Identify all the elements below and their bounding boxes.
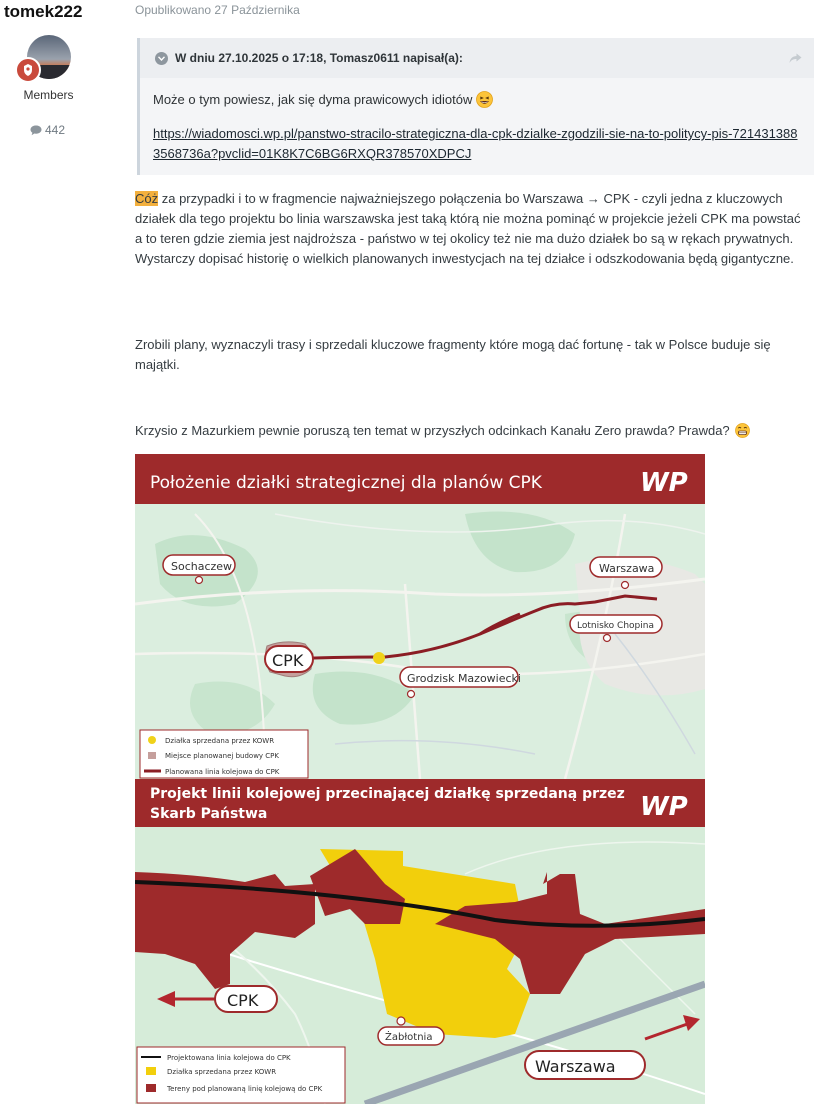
svg-text:CPK: CPK (272, 651, 304, 670)
svg-text:Miejsce planowanej budowy CPK: Miejsce planowanej budowy CPK (165, 752, 279, 760)
laughing-emoji-icon (476, 91, 493, 108)
svg-text:Warszawa: Warszawa (535, 1057, 616, 1076)
svg-text:Tereny pod planowaną linię kol: Tereny pod planowaną linię kolejową do CPK (167, 1085, 323, 1093)
post-paragraph-1 (135, 189, 807, 269)
rank-badge-icon (15, 57, 41, 83)
quote-citation: W dniu 27.10.2025 o 17:18, Tomasz0611 napisał(a): (175, 51, 463, 65)
svg-text:Warszawa: Warszawa (599, 562, 655, 575)
quote-text-content: Może o tym powiesz, jak się dyma prawicowych idiotów (153, 92, 473, 107)
map1-title: Położenie działki strategicznej dla planów CPK (150, 473, 542, 493)
post-image-map[interactable] (135, 454, 705, 1104)
svg-text:Grodzisk Mazowiecki: Grodzisk Mazowiecki (407, 672, 521, 685)
map2-title-line2: Skarb Państwa (150, 806, 268, 822)
post-count[interactable] (30, 123, 65, 137)
map2-label-warszawa (525, 1051, 645, 1079)
quote-block (137, 38, 814, 175)
svg-text:Działka sprzedana przez KOWR: Działka sprzedana przez KOWR (165, 737, 275, 745)
map1-label-cpk (265, 646, 313, 672)
comment-icon (30, 125, 42, 136)
share-arrow-icon[interactable] (789, 51, 802, 69)
quote-link[interactable]: https://wiadomosci.wp.pl/panstwo-stracilo-strategiczna-dla-cpk-dzialke-zgodzili-sie-na-to-politycy-pis-7214313883568736a?pvclid=01K8K7C6BG6RXQR378570XDPCJ (153, 126, 798, 161)
map1-legend (140, 730, 308, 778)
paragraph-1-text: za przypadki i to w fragmencie najważniejszego połączenia bo Warszawa → CPK - czyli jedna z kluczowych działek dla tego projektu bo linia warszawska jest taką którą nie można pominąć w projekcie jeżeli CPK ma powstać a to teren gdzie ziemia jest najdroższa - państwo w tej okolicy też nie ma dużo działek bo są w rękach prywatnych. Wystarczy dopisać historię o wielkich planowanych inwestycjach na tej działce i odszkodowania będą gigantyczne. (135, 191, 801, 266)
map1-wp-logo: WP (640, 468, 688, 498)
post-date[interactable]: Opublikowano 27 Października (135, 3, 300, 17)
quote-text (153, 91, 493, 108)
svg-text:Działka sprzedana przez KOWR: Działka sprzedana przez KOWR (167, 1068, 277, 1076)
map2-wp-logo: WP (640, 792, 688, 822)
svg-text:CPK: CPK (227, 991, 259, 1010)
chevron-down-icon[interactable] (155, 52, 168, 65)
post-count-value: 442 (45, 123, 66, 137)
map2-label-cpk (215, 986, 277, 1012)
highlighted-word: Cóż (135, 191, 159, 206)
svg-text:Lotnisko Chopina: Lotnisko Chopina (577, 621, 654, 631)
svg-text:Żabłotnia: Żabłotnia (385, 1032, 433, 1043)
post-paragraph-3 (135, 421, 807, 441)
map2-title-line1: Projekt linii kolejowej przecinającej działkę sprzedaną przez (150, 786, 625, 802)
svg-text:Planowana linia kolejowa do CP: Planowana linia kolejowa do CPK (165, 768, 280, 776)
svg-text:Sochaczew: Sochaczew (171, 560, 233, 573)
grinning-emoji-icon (735, 423, 750, 438)
svg-text:Projektowana linia kolejowa do: Projektowana linia kolejowa do CPK (167, 1054, 291, 1062)
quote-header[interactable] (140, 38, 814, 78)
post-paragraph-2: Zrobili plany, wyznaczyli trasy i sprzedali kluczowe fragmenty które mogą dać fortunę - tak w Polsce buduje się majątki. (135, 337, 771, 372)
author-username[interactable]: tomek222 (4, 2, 83, 21)
map2-legend (137, 1047, 345, 1103)
member-group: Members (23, 88, 74, 102)
avatar-container[interactable] (27, 35, 71, 79)
paragraph-3-text: Krzysio z Mazurkiem pewnie poruszą ten temat w przyszłych odcinkach Kanału Zero prawda? Prawda? (135, 423, 730, 438)
